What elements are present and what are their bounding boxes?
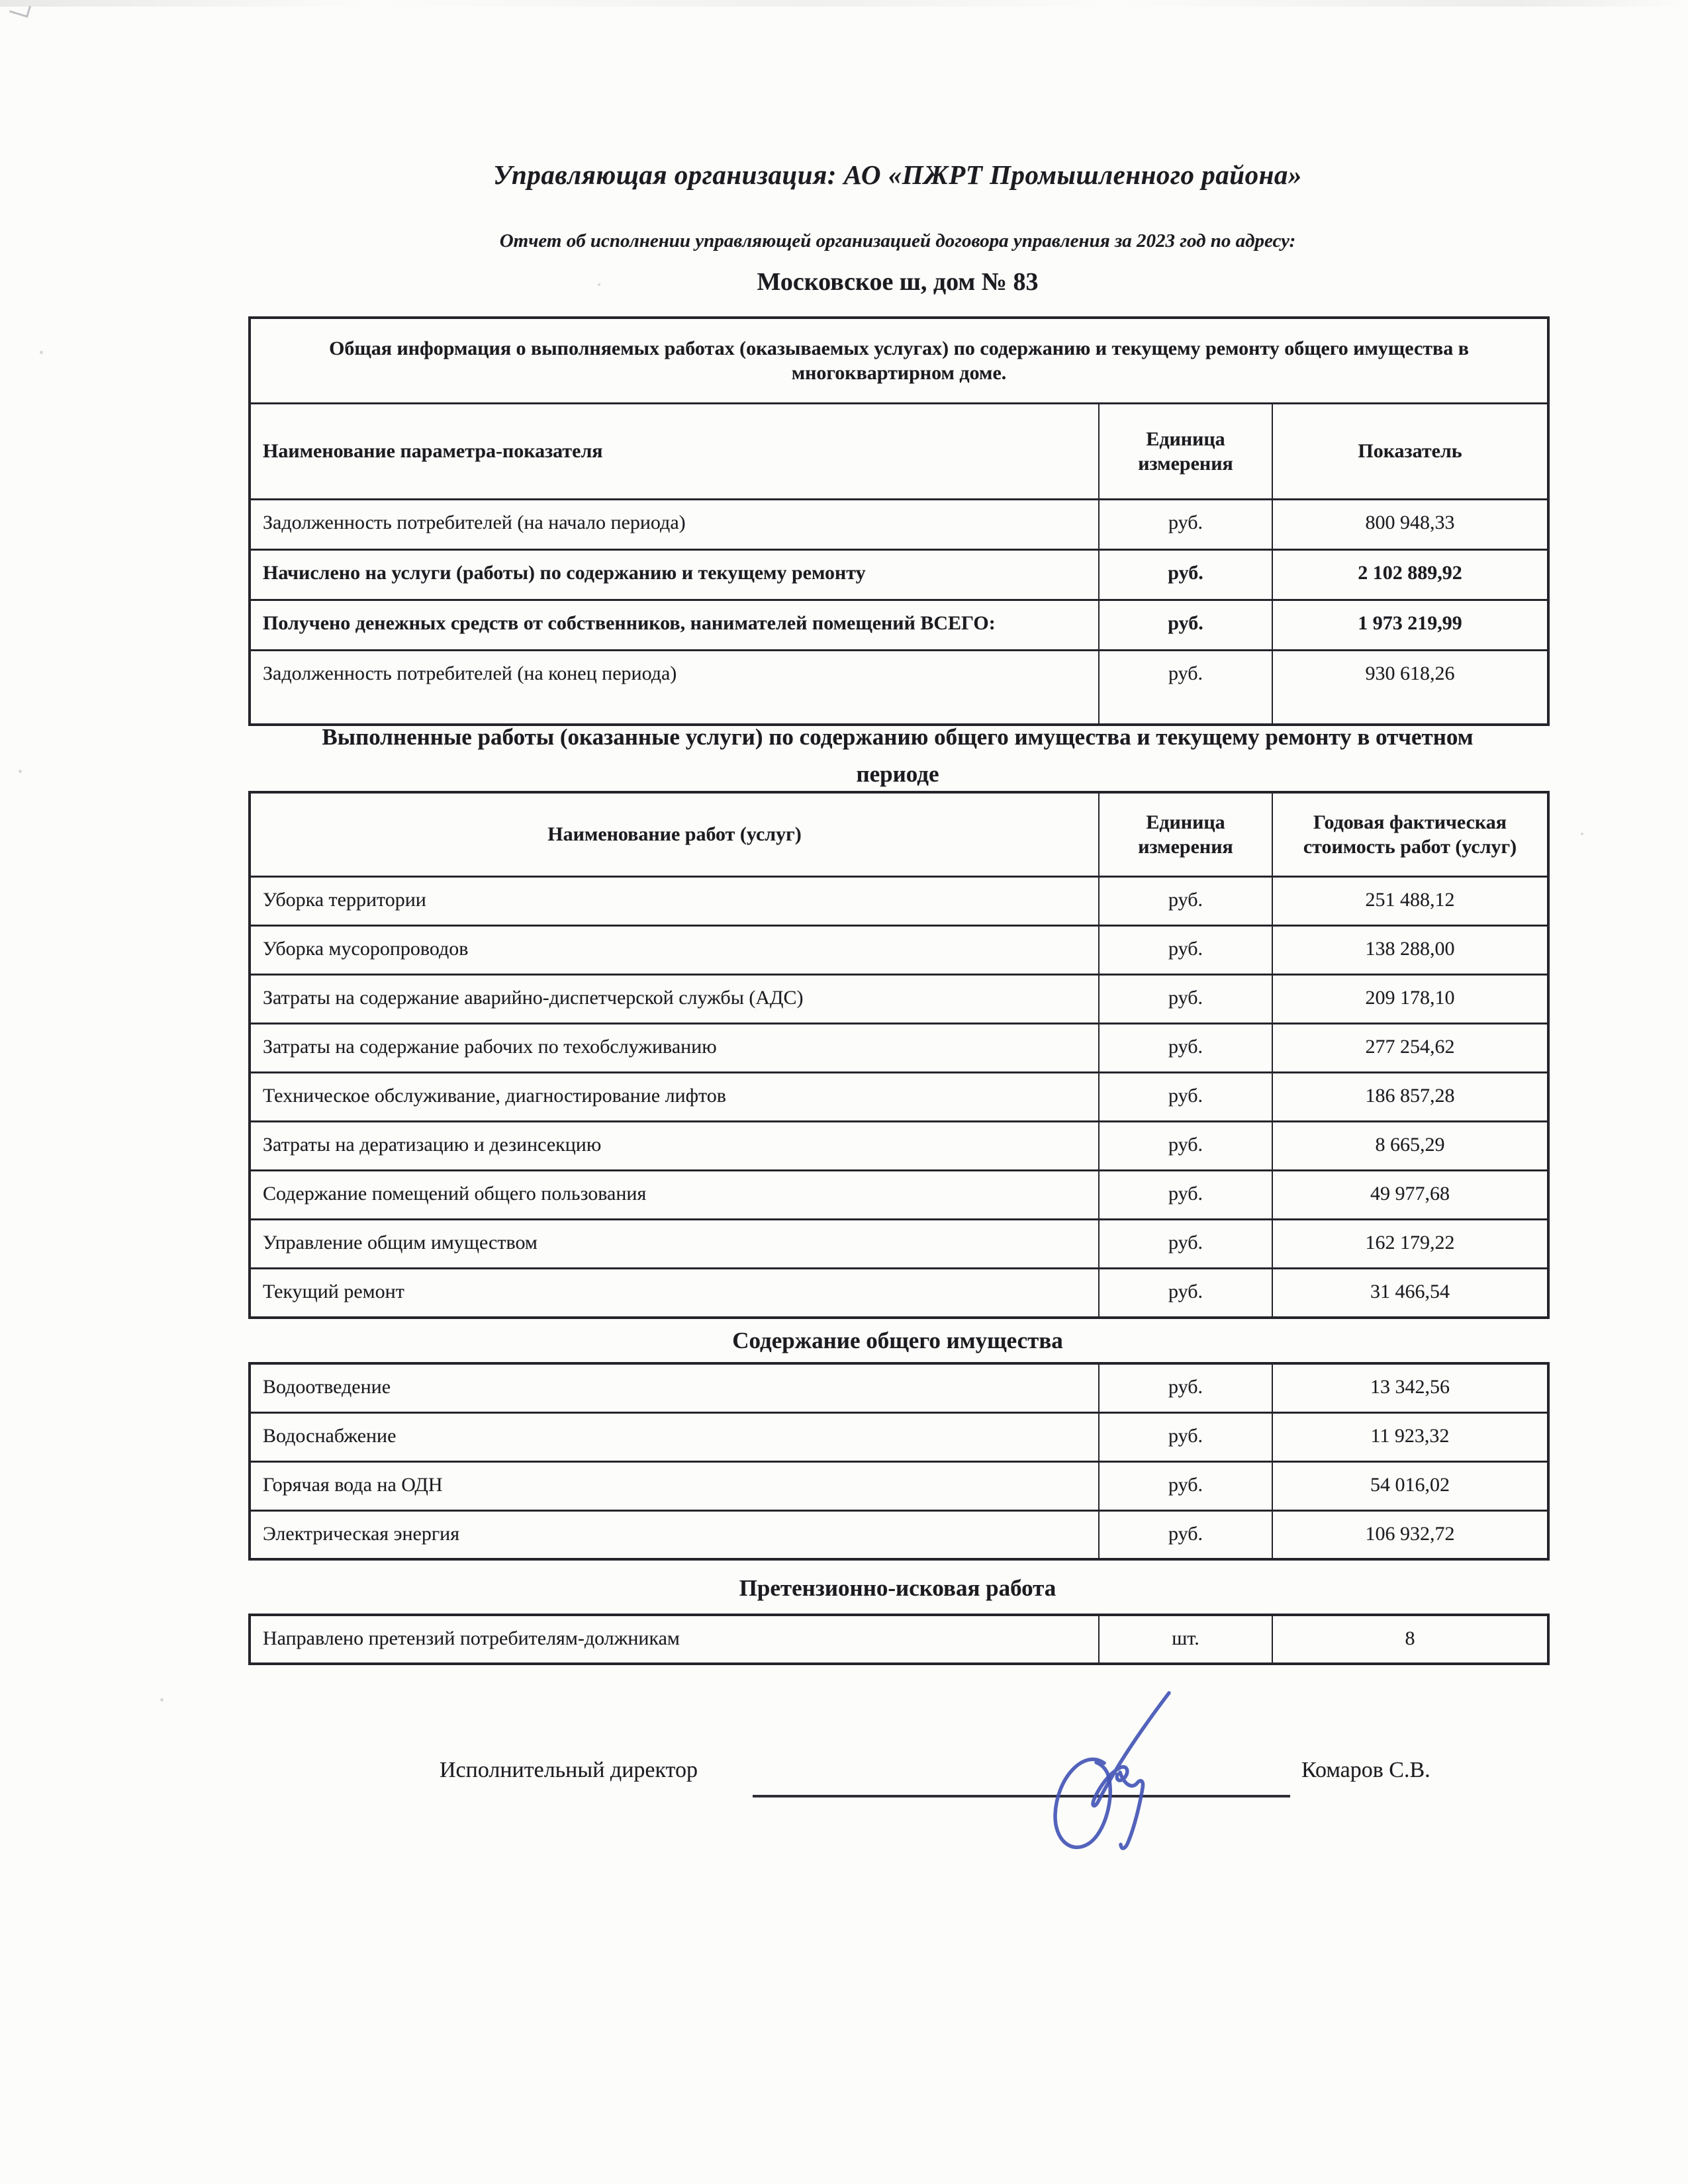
- cell-value: 106 932,72: [1272, 1510, 1548, 1559]
- column-header-value: Показатель: [1272, 404, 1548, 500]
- cell-unit: руб.: [1099, 1363, 1272, 1412]
- document-subtitle: Отчет об исполнении управляющей организацией договора управления за 2023 год по адресу:: [499, 230, 1296, 251]
- document-title: Управляющая организация: АО «ПЖРТ Промышленного района»: [493, 159, 1302, 190]
- cell-name: Получено денежных средств от собственников, нанимателей помещений ВСЕГО:: [250, 600, 1099, 651]
- table-row: [250, 1269, 1548, 1318]
- table-row: [250, 1122, 1548, 1171]
- table-row: [250, 1220, 1548, 1269]
- signature-signer-name: Комаров С.В.: [1301, 1758, 1430, 1782]
- claims-table: [248, 1614, 1550, 1665]
- cell-unit: руб.: [1099, 1269, 1272, 1318]
- cell-unit: руб.: [1099, 1122, 1272, 1171]
- cell-unit: руб.: [1099, 1024, 1272, 1073]
- cell-unit: руб.: [1099, 926, 1272, 975]
- table-row: [250, 1363, 1548, 1412]
- scan-speck: [160, 1698, 164, 1702]
- cell-name: Управление общим имуществом: [250, 1220, 1099, 1269]
- table-row: [250, 1412, 1548, 1461]
- cell-unit: руб.: [1099, 500, 1272, 550]
- table-row: [250, 1171, 1548, 1220]
- table-caption: Общая информация о выполняемых работах (оказываемых услугах) по содержанию и текущему ремонту общего имущества в многоквартирном доме.: [250, 318, 1548, 404]
- cell-value: 8 665,29: [1272, 1122, 1548, 1171]
- cell-value: 800 948,33: [1272, 500, 1548, 550]
- cell-value: 2 102 889,92: [1272, 550, 1548, 600]
- column-header-name: Наименование работ (услуг): [250, 792, 1099, 877]
- table-row: [250, 1073, 1548, 1122]
- performed-works-table: [248, 791, 1550, 1319]
- cell-value: 186 857,28: [1272, 1073, 1548, 1122]
- cell-unit: руб.: [1099, 975, 1272, 1024]
- cell-value: 251 488,12: [1272, 877, 1548, 926]
- cell-name: Текущий ремонт: [250, 1269, 1099, 1318]
- cell-value: 209 178,10: [1272, 975, 1548, 1024]
- cell-value: 930 618,26: [1272, 651, 1548, 725]
- cell-name: Затраты на содержание рабочих по техобслуживанию: [250, 1024, 1099, 1073]
- cell-value: 138 288,00: [1272, 926, 1548, 975]
- cell-unit: руб.: [1099, 600, 1272, 651]
- table-row: [250, 1510, 1548, 1559]
- cell-name: Уборка мусоропроводов: [250, 926, 1099, 975]
- table-row: [250, 975, 1548, 1024]
- scan-edge-artifact: [0, 0, 1688, 7]
- signature-line: [753, 1795, 1290, 1797]
- column-header-unit: Единица измерения: [1099, 792, 1272, 877]
- cell-unit: руб.: [1099, 1073, 1272, 1122]
- cell-unit: руб.: [1099, 1510, 1272, 1559]
- table-caption-row: [250, 318, 1548, 404]
- cell-name: Затраты на содержание аварийно-диспетчерской службы (АДС): [250, 975, 1099, 1024]
- signature-role-label: Исполнительный директор: [440, 1758, 698, 1782]
- table-row: [250, 877, 1548, 926]
- cell-value: 31 466,54: [1272, 1269, 1548, 1318]
- cell-unit: руб.: [1099, 651, 1272, 725]
- cell-value: 1 973 219,99: [1272, 600, 1548, 651]
- cell-unit: руб.: [1099, 1461, 1272, 1510]
- scan-speck: [40, 351, 43, 354]
- document-address: Московское ш, дом № 83: [757, 268, 1039, 296]
- cell-value: 54 016,02: [1272, 1461, 1548, 1510]
- scan-speck: [19, 770, 22, 773]
- cell-value: 8: [1272, 1615, 1548, 1664]
- cell-name: Затраты на дератизацию и дезинсекцию: [250, 1122, 1099, 1171]
- table-row: [250, 1615, 1548, 1664]
- cell-name: Направлено претензий потребителям-должникам: [250, 1615, 1099, 1664]
- cell-name: Техническое обслуживание, диагностирование лифтов: [250, 1073, 1099, 1122]
- cell-value: 49 977,68: [1272, 1171, 1548, 1220]
- scan-speck: [1581, 833, 1583, 835]
- cell-unit: руб.: [1099, 1171, 1272, 1220]
- column-header-unit: Единица измерения: [1099, 404, 1272, 500]
- cell-name: Задолженность потребителей (на начало периода): [250, 500, 1099, 550]
- cell-name: Уборка территории: [250, 877, 1099, 926]
- table-row: [250, 500, 1548, 550]
- table-row: [250, 1024, 1548, 1073]
- cell-name: Водоотведение: [250, 1363, 1099, 1412]
- cell-name: Электрическая энергия: [250, 1510, 1099, 1559]
- table-row: [250, 926, 1548, 975]
- general-info-table: [248, 316, 1550, 726]
- column-header-value: Годовая фактическая стоимость работ (услуг): [1272, 792, 1548, 877]
- cell-unit: руб.: [1099, 550, 1272, 600]
- cell-name: Содержание помещений общего пользования: [250, 1171, 1099, 1220]
- handwritten-signature: [1027, 1685, 1180, 1857]
- cell-value: 11 923,32: [1272, 1412, 1548, 1461]
- cell-name: Задолженность потребителей (на конец периода): [250, 651, 1099, 725]
- column-header-name: Наименование параметра-показателя: [250, 404, 1099, 500]
- cell-name: Горячая вода на ОДН: [250, 1461, 1099, 1510]
- table-row: [250, 651, 1548, 725]
- cell-unit: руб.: [1099, 877, 1272, 926]
- cell-unit: шт.: [1099, 1615, 1272, 1664]
- table-row: [250, 550, 1548, 600]
- works-section-title: Выполненные работы (оказанные услуги) по содержанию общего имущества и текущему ремонту в отчетном периоде: [322, 724, 1474, 787]
- table-header-row: [250, 404, 1548, 500]
- cell-unit: руб.: [1099, 1412, 1272, 1461]
- maintenance-table: [248, 1362, 1550, 1561]
- cell-value: 13 342,56: [1272, 1363, 1548, 1412]
- maintenance-section-title: Содержание общего имущества: [732, 1328, 1063, 1353]
- table-header-row: [250, 792, 1548, 877]
- cell-unit: руб.: [1099, 1220, 1272, 1269]
- cell-value: 162 179,22: [1272, 1220, 1548, 1269]
- signature-stroke: [1055, 1759, 1110, 1847]
- cell-name: Начислено на услуги (работы) по содержанию и текущему ремонту: [250, 550, 1099, 600]
- table-row: [250, 1461, 1548, 1510]
- cell-name: Водоснабжение: [250, 1412, 1099, 1461]
- cell-value: 277 254,62: [1272, 1024, 1548, 1073]
- claims-section-title: Претензионно-исковая работа: [739, 1575, 1056, 1601]
- table-row: [250, 600, 1548, 651]
